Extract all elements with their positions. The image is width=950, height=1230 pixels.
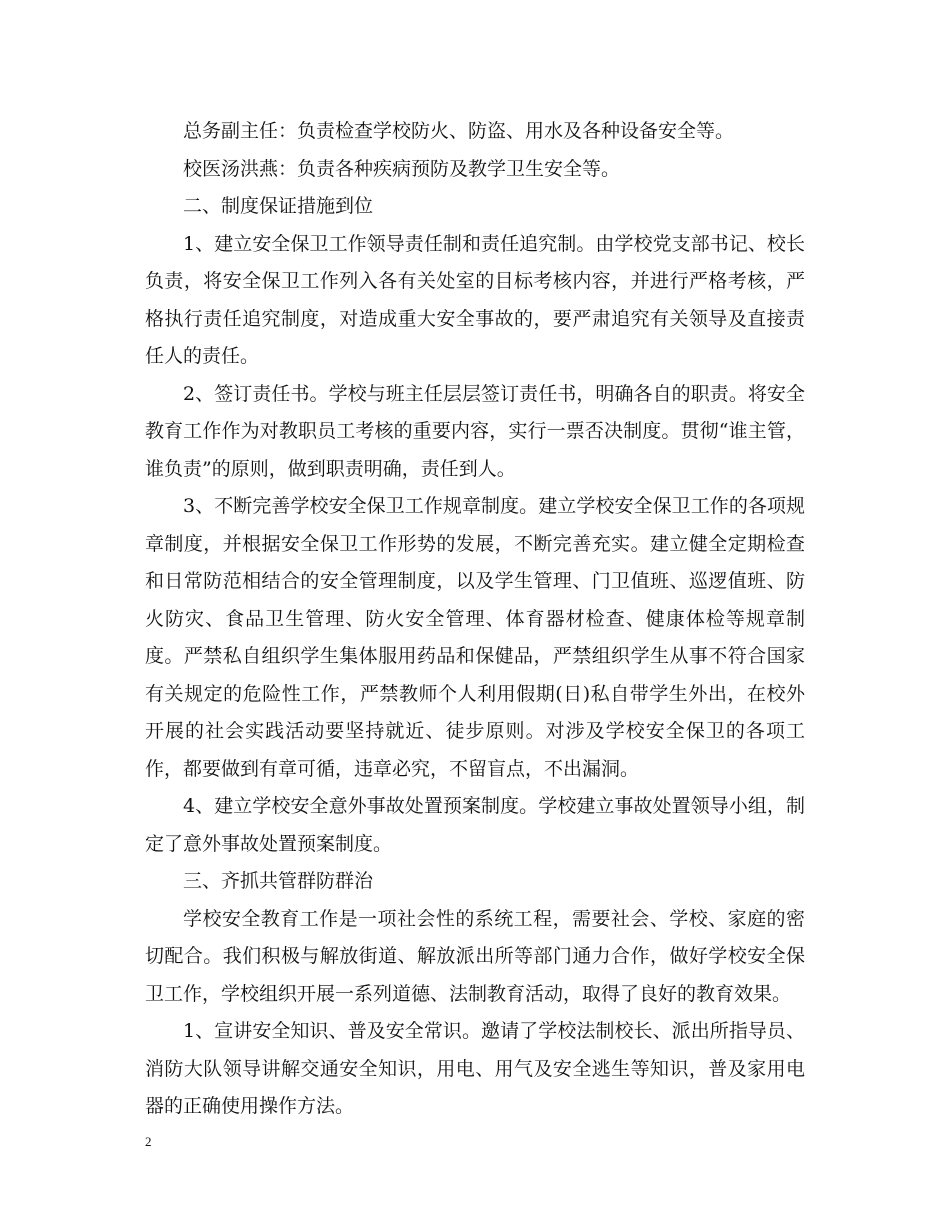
page-number: 2 [145,1134,152,1149]
heading-section-two: 二、制度保证措施到位 [183,195,374,217]
paragraph-responsibility-letter: 2、签订责任书。学校与班主任层层签订责任书，明确各自的职责。将安全教育工作作为对教职员工考核的重要内容，实行一票否决制度。贯彻“谁主管，谁负责”的原则，做到职责明确，责任到人。 [145,382,805,480]
paragraph-responsibility-system: 1、建立安全保卫工作领导责任制和责任追究制。由学校党支部书记、校长负责，将安全保卫工作列入各有关处室的目标考核内容，并进行严格考核，严格执行责任追究制度，对造成重大安全事故的，要严肃追究有关领导及直接责任人的责任。 [145,232,805,367]
paragraph-deputy-director-duty: 总务副主任：负责检查学校防火、防盗、用水及各种设备安全等。 [183,120,735,142]
paragraph-school-doctor-duty: 校医汤洪燕：负责各种疾病预防及教学卫生安全等。 [183,157,621,180]
paragraph-emergency-plan: 4、建立学校安全意外事故处置预案制度。学校建立事故处置领导小组，制定了意外事故处置预案制度。 [145,795,805,855]
document-body [145,113,805,1126]
heading-section-three: 三、齐抓共管群防群治 [183,870,374,892]
paragraph-safety-knowledge: 1、宣讲安全知识、普及安全常识。邀请了学校法制校长、派出所指导员、消防大队领导讲解交通安全知识，用电、用气及安全逃生等知识，普及家用电器的正确使用操作方法。 [145,1020,805,1117]
paragraph-rules-improvement: 3、不断完善学校安全保卫工作规章制度。建立学校安全保卫工作的各项规章制度，并根据安全保卫工作形势的发展，不断完善充实。建立健全定期检查和日常防范相结合的安全管理制度，以及学生管理、门卫值班、巡逻值班、防火防灾、食品卫生管理、防火安全管理、体育器材检查、健康体检等规章制度。严禁私自组织学生集体服用药品和保健品，严禁组织学生从事不符合国家有关规定的危险性工作，严禁教师个人利用假期(日)私自带学生外出，在校外开展的社会实践活动要坚持就近、徒步原则。对涉及学校安全保卫的各项工作，都要做到有章可循，违章必究，不留盲点，不出漏洞。 [145,495,805,780]
paragraph-social-cooperation: 学校安全教育工作是一项社会性的系统工程，需要社会、学校、家庭的密切配合。我们积极与解放街道、解放派出所等部门通力合作，做好学校安全保卫工作，学校组织开展一系列道德、法制教育活动，取得了良好的教育效果。 [145,907,805,1005]
